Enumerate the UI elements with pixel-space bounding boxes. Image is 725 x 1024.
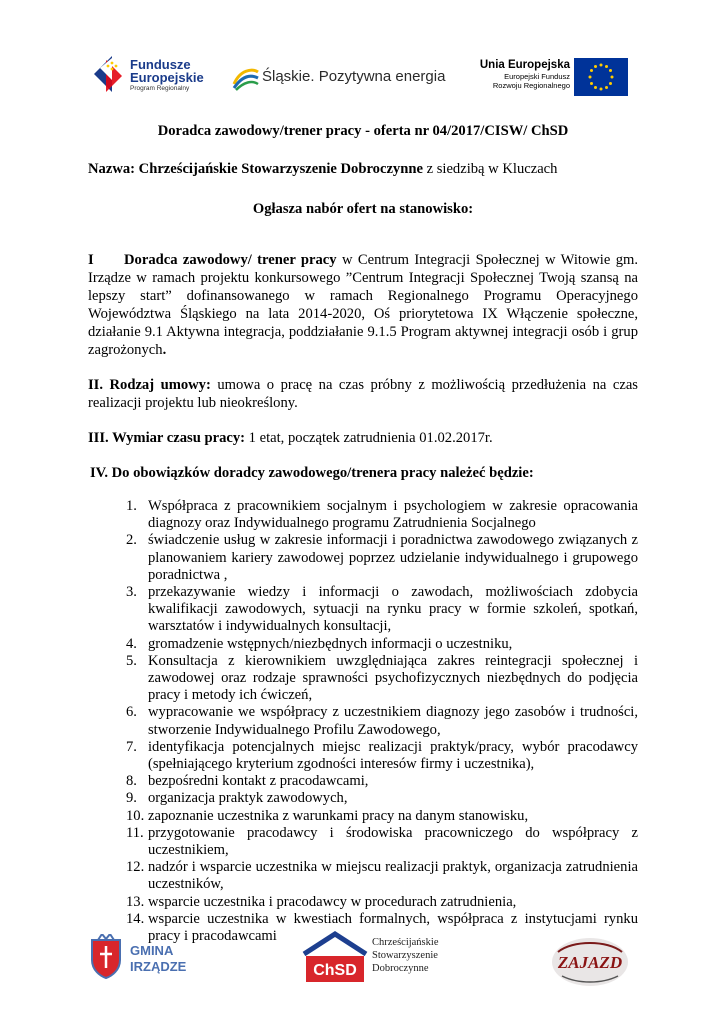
chsd-house-icon (300, 930, 370, 986)
duty-item (126, 584, 638, 636)
duty-number: 6. (126, 704, 137, 721)
duty-text: bezpośredni kontakt z pracodawcami, (148, 773, 369, 790)
duty-number: 9. (126, 790, 137, 807)
document-title: Doradca zawodowy/trener pracy - oferta nr 04/2017/CISW/ ChSD (157, 123, 569, 139)
organization-line (88, 160, 638, 178)
section-3-body: 1 etat, początek zatrudnienia 01.02.2017r. (245, 430, 493, 446)
unia-europejska-logo (470, 56, 630, 100)
org-label: Nazwa: (88, 161, 139, 177)
duty-number: 14. (126, 910, 145, 927)
duty-text: organizacja praktyk zawodowych, (148, 790, 348, 807)
chsd-abbr-text: ChSD (313, 962, 357, 979)
section-2-contract (88, 376, 638, 412)
duty-number: 8. (126, 773, 137, 790)
duties-list (126, 498, 638, 945)
fe-logo-line3: Program Regionalny (130, 85, 190, 92)
duty-number: 4. (126, 635, 137, 652)
duty-text: Konsultacja z kierownikiem uwzględniająca zakres reintegracji społecznej i zawodowej oraz rodzaje sprawności psychofizycznych niezbędnych do podjęcia pracy i metody ich ćwiczeń, (148, 652, 638, 704)
duty-item (126, 825, 638, 859)
fe-logo-line2: Europejskie (130, 70, 204, 85)
zajazd-emblem-icon (548, 934, 632, 988)
duty-number: 3. (126, 584, 137, 601)
section-1-position (88, 251, 638, 359)
org-name: Chrześcijańskie Stowarzyszenie Dobroczynne (138, 161, 423, 177)
duty-text: zapoznanie uczestnika z warunkami pracy na danym stanowisku, (148, 807, 529, 824)
duty-number: 1. (126, 498, 137, 514)
section-4-heading-text: IV. Do obowiązków doradcy zawodowego/trenera pracy należeć będzie: (90, 465, 534, 481)
duty-text: gromadzenie wstępnych/niezbędnych informacji o uczestniku, (148, 635, 513, 652)
chsd-logo (300, 930, 450, 988)
section-2-body: umowa o pracę na czas próbny z możliwością przedłużenia na czas realizacji projektu lub nieokreślony. (88, 377, 638, 411)
fundusze-europejskie-logo (92, 54, 232, 100)
zajazd-logo (548, 934, 632, 988)
duty-text: identyfikacja potencjalnych miejsc realizacji praktyk/pracy, wybór pracodawcy (spełniającego kryterium zgodności interesów firmy i uczestnika), (148, 738, 638, 773)
duty-number: 5. (126, 652, 137, 669)
org-location: z siedzibą w Kluczach (422, 161, 558, 177)
gmina-crest-icon (88, 934, 124, 980)
duty-text: Współpraca z pracownikiem socjalnym i psychologiem w zakresie opracowania diagnozy oraz Indywidualnego programu Zatrudnienia Socjalnego (148, 498, 638, 532)
duty-item (126, 894, 638, 911)
section-3-working-time (88, 429, 638, 447)
duty-number: 11. (126, 824, 144, 841)
fe-logo-line1: Fundusze (130, 57, 191, 72)
header-logo-strip (92, 52, 632, 102)
chsd-logo-line3: Dobroczynne (372, 963, 429, 974)
gmina-irzadze-logo (88, 934, 198, 984)
duty-text: przygotowanie pracodawcy i środowiska pracowniczego do współpracy z uczestnikiem, (148, 824, 638, 859)
duty-number: 12. (126, 859, 145, 876)
duty-item (126, 790, 638, 807)
duty-item (126, 739, 638, 773)
chsd-logo-line2: Stowarzyszenie (372, 950, 438, 961)
section-2-label: II. Rodzaj umowy: (88, 377, 211, 393)
section-3-label: III. Wymiar czasu pracy: (88, 430, 246, 446)
ue-logo-line3: Rozwoju Regionalnego (492, 81, 570, 90)
section-1-body: w Centrum Integracji Społecznej w Witowie gm. Irządze w ramach projektu konkursowego ”Centrum Integracji Społecznej Twoją szansą na lepszy start” dofinansowanego w ramach Regionalnego Programu Operacyjnego Województwa Śląskiego na lata 2014-2020, Oś priorytetowa IX Włączenie społeczne, działanie 9.1 Aktywna integracja, poddziałanie 9.1.5 Program aktywnej integracji osób i grup zagrożonych (88, 252, 638, 358)
fe-emblem-icon (92, 54, 126, 96)
duty-text: wypracowanie we współpracy z uczestnikiem diagnozy jego zasobów i trudności, stworzenie Indywidualnego Profilu Zawodowego, (148, 704, 638, 738)
section-4-heading (88, 464, 638, 482)
eu-flag-icon (574, 58, 628, 96)
duty-item (126, 653, 638, 705)
slaskie-logo (232, 66, 452, 92)
slaskie-swoosh-icon (232, 66, 260, 92)
duty-text: wsparcie uczestnika w kwestiach formalnych, współpraca z instytucjami rynku pracy i pracodawcami (148, 910, 638, 945)
ue-logo-line1: Unia Europejska (479, 59, 570, 71)
duty-item (126, 498, 638, 532)
duty-number: 2. (126, 532, 137, 549)
document-body (88, 122, 638, 945)
gmina-logo-line2: IRZĄDZE (130, 959, 187, 974)
duty-item (126, 773, 638, 790)
duty-number: 10. (126, 807, 145, 824)
duty-text: wsparcie uczestnika i pracodawcy w procedurach zatrudnienia, (148, 893, 517, 910)
duty-item (126, 636, 638, 653)
footer-logo-strip (88, 930, 648, 990)
duty-item (126, 808, 638, 825)
duty-item (126, 532, 638, 584)
announcement-heading: Ogłasza nabór ofert na stanowisko: (252, 201, 474, 217)
duty-item (126, 704, 638, 738)
duty-number: 7. (126, 738, 137, 755)
duty-text: świadczenie usług w zakresie informacji i poradnictwa zawodowego związanych z planowaniem kariery zawodowej poprzez udzielanie indywidualnego i grupowego poradnictwa , (148, 532, 638, 583)
duty-number: 13. (126, 893, 145, 910)
duty-text: przekazywanie wiedzy i informacji o zawodach, możliwościach zdobycia kwalifikacji zawodowych, sytuacji na rynku pracy w formie szkoleń, spotkań, warsztatów i indywidualnych konsultacji, (148, 584, 638, 635)
section-1-end: . (162, 342, 167, 358)
section-1-number: I (88, 252, 94, 268)
gmina-logo-line1: GMINA (130, 943, 174, 958)
slaskie-logo-text: Śląskie. Pozytywna energia (262, 68, 446, 85)
duty-text: nadzór i wsparcie uczestnika w miejscu realizacji praktyk, organizacja zatrudnienia uczestników, (148, 859, 638, 893)
zajazd-text: ZAJAZD (557, 953, 623, 972)
duty-item (126, 859, 638, 893)
section-1-position-title: Doradca zawodowy/ trener pracy (124, 252, 337, 268)
ue-logo-line2: Europejski Fundusz (504, 72, 570, 81)
chsd-logo-line1: Chrześcijańskie (372, 937, 439, 948)
